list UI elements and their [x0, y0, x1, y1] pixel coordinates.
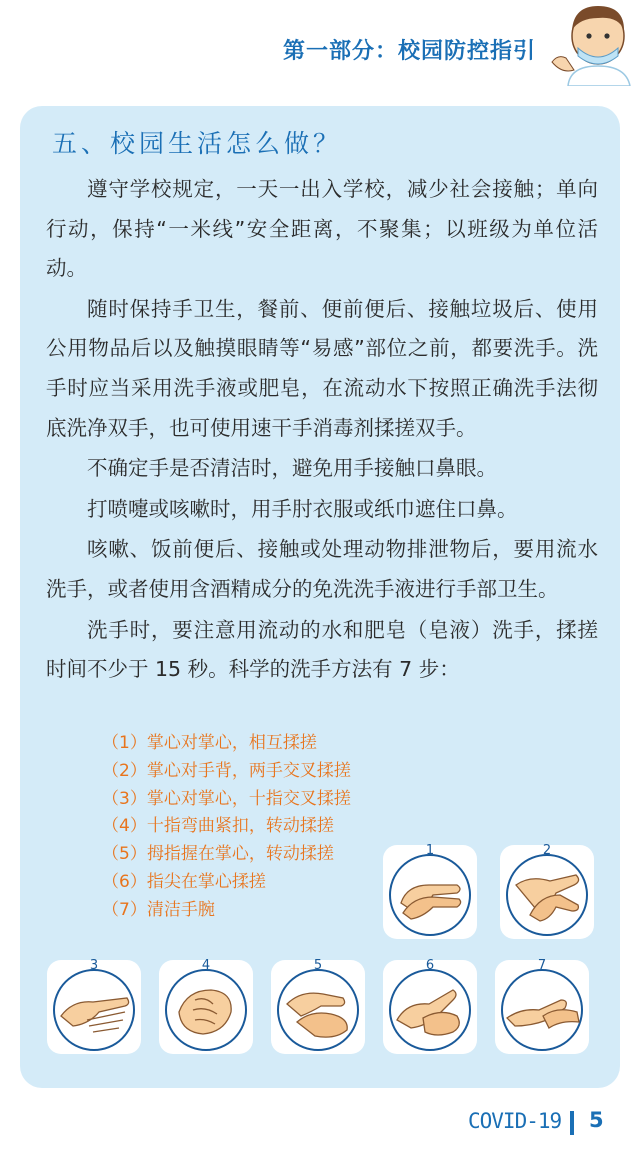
handwash-step-7-image: [495, 960, 589, 1054]
paragraph: 遵守学校规定，一天一出入学校，减少社会接触；单向行动，保持“一米线”安全距离，不聚集；以班级为单位活动。: [46, 177, 598, 281]
handwash-steps-list: [102, 730, 351, 925]
handwash-step-6-image: [383, 960, 477, 1054]
handwash-interlocked-fingers-icon: [159, 960, 253, 1054]
footer-divider: [570, 1111, 574, 1135]
step-number: 1: [425, 843, 435, 858]
paragraph: 咳嗽、饭前便后、接触或处理动物排泄物后，要用流水洗手，或者使用含酒精成分的免洗洗手液进行手部卫生。: [46, 537, 598, 601]
step-number: 4: [201, 958, 211, 973]
handwash-wrist-icon: [495, 960, 589, 1054]
step-number: 6: [425, 958, 435, 973]
handwash-palm-over-back-icon: [500, 845, 594, 939]
step-number: 3: [89, 958, 99, 973]
handwash-interlaced-fingers-icon: [47, 960, 141, 1054]
paragraph: 随时保持手卫生，餐前、便前便后、接触垃圾后、使用公用物品后以及触摸眼睛等“易感”部位之前，都要洗手。洗手时应当采用洗手液或肥皂，在流动水下按照正确洗手法彻底洗净双手，也可使用速干手消毒剂揉搓双手。: [46, 296, 598, 440]
page-number: 5: [589, 1108, 604, 1132]
handwash-step-1-image: [383, 845, 477, 939]
footer-label: COVID-19: [468, 1109, 562, 1133]
step-number: 5: [313, 958, 323, 973]
paragraph: 打喷嚏或咳嗽时，用手肘衣服或纸巾遮住口鼻。: [87, 496, 518, 521]
paragraph: 不确定手是否清洁时，避免用手接触口鼻眼。: [87, 456, 497, 481]
body-text: [46, 170, 598, 691]
doctor-avatar-icon: [548, 0, 640, 86]
page-header-title: 第一部分：校园防控指引: [283, 39, 537, 64]
step-item: （6）指尖在掌心揉搓: [102, 871, 266, 892]
handwash-step-5-image: [271, 960, 365, 1054]
step-number: 7: [537, 958, 547, 973]
step-item: （3）掌心对掌心，十指交叉揉搓: [102, 788, 351, 809]
handwash-palm-to-palm-icon: [383, 845, 477, 939]
step-number: 2: [542, 843, 552, 858]
step-item: （5）拇指握在掌心，转动揉搓: [102, 844, 334, 865]
section-title: 五、校园生活怎么做？: [52, 129, 343, 158]
step-item: （1）掌心对掌心，相互揉搓: [102, 733, 317, 753]
step-item: （2）掌心对手背，两手交叉揉搓: [102, 760, 351, 781]
handwash-fingertips-icon: [383, 960, 477, 1054]
step-item: （4）十指弯曲紧扣，转动揉搓: [102, 816, 334, 837]
handwash-step-3-image: [47, 960, 141, 1054]
paragraph: 洗手时，要注意用流动的水和肥皂（皂液）洗手，揉搓时间不少于 15 秒。科学的洗手方法有 7 步：: [46, 617, 598, 682]
step-item: （7）清洁手腕: [102, 899, 215, 920]
handwash-step-2-image: [500, 845, 594, 939]
handwash-thumb-rotation-icon: [271, 960, 365, 1054]
handwash-step-4-image: [159, 960, 253, 1054]
